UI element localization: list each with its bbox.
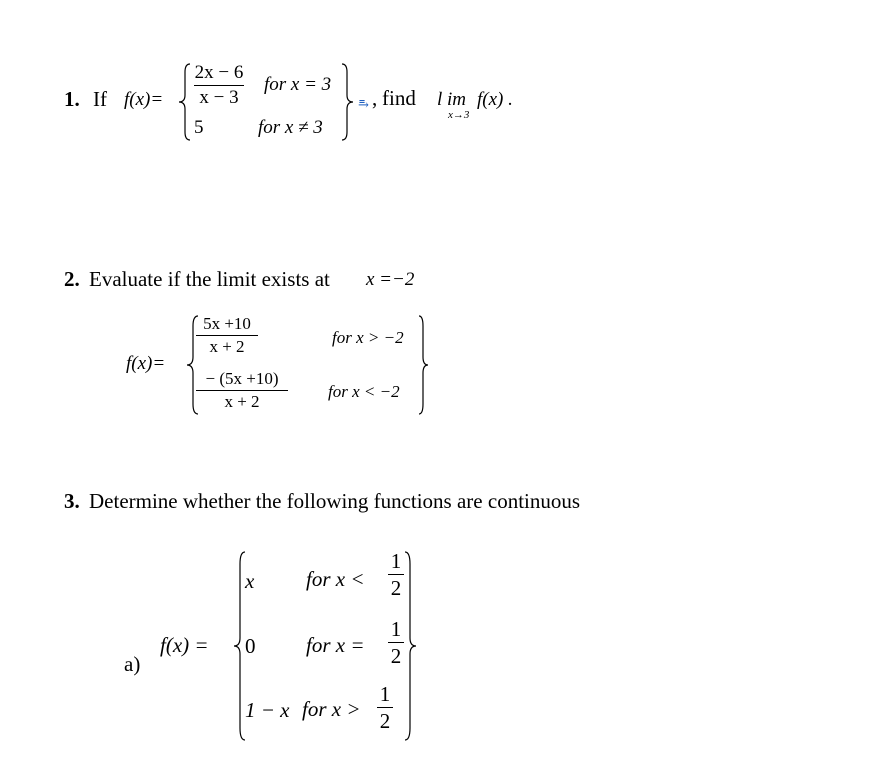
fraction-bar [194,85,244,86]
q3-case2-value: 0 [245,634,256,658]
q2-case2-numerator: − (5x +10) [205,369,279,388]
q1-find-word: find [382,86,416,110]
q3-function-label: f(x) = [160,633,209,657]
q2-case2-fraction [196,369,288,411]
q1-limit-function: f(x) . [477,89,513,110]
q2-case2-denominator: x + 2 [224,391,260,411]
q1-case1-fraction [194,62,244,109]
q3-part-a-label: a) [124,652,141,676]
q3-half-fraction-2 [388,617,404,668]
fraction-bar [388,574,404,575]
q3-half-fraction-1 [388,549,404,600]
q3-right-brace [403,550,419,742]
q3-text: Determine whether the following functions are continuous [89,489,581,513]
q1-function-label: f(x)= [124,89,164,110]
q3-half-denominator: 2 [390,644,402,669]
q1-right-brace [340,62,356,142]
q2-case1-numerator: 5x +10 [203,314,251,333]
q3-half-denominator: 2 [390,576,402,601]
q2-case1-fraction [196,314,258,356]
q3-case2-condition: for x = [306,633,365,657]
q1-case2-value: 5 [194,117,204,138]
q2-number: 2. [64,267,80,291]
q1-case1-denominator: x − 3 [199,86,239,108]
fraction-bar [196,390,288,391]
q1-case2-condition: for x ≠ 3 [258,117,323,138]
q3-case1-value: x [245,569,255,593]
fraction-bar [377,707,393,708]
q1-number: 1. [64,87,80,111]
q3-half-numerator: 1 [390,549,402,573]
q1-case1-numerator: 2x − 6 [194,62,244,83]
q1-limit-subscript: x→3 [448,109,470,121]
q3-half-denominator: 2 [379,709,391,734]
q1-case1-condition: for x = 3 [264,74,332,95]
q2-point: x =−2 [366,269,415,290]
q2-case1-denominator: x + 2 [209,336,245,356]
q2-case1-condition: for x > −2 [332,328,404,347]
q1-left-brace [176,62,192,142]
q2-function-label: f(x)= [126,353,166,374]
q3-half-numerator: 1 [390,617,402,641]
q1-comma: , [372,86,378,110]
equation-anchor-icon: ⥱ [358,97,369,112]
q2-text: Evaluate if the limit exists at [89,267,330,291]
fraction-bar [388,642,404,643]
q3-number: 3. [64,489,80,513]
q2-right-brace [417,314,431,416]
q3-case1-condition: for x < [306,567,365,591]
q3-half-numerator: 1 [379,682,391,706]
q1-if-word: If [93,87,107,111]
q3-case3-condition: for x > [302,697,361,721]
q3-case3-value: 1 − x [245,698,290,722]
q1-limit-operator: l im [437,89,467,110]
q3-half-fraction-3 [377,682,393,733]
fraction-bar [196,335,258,336]
q2-case2-condition: for x < −2 [328,382,400,401]
